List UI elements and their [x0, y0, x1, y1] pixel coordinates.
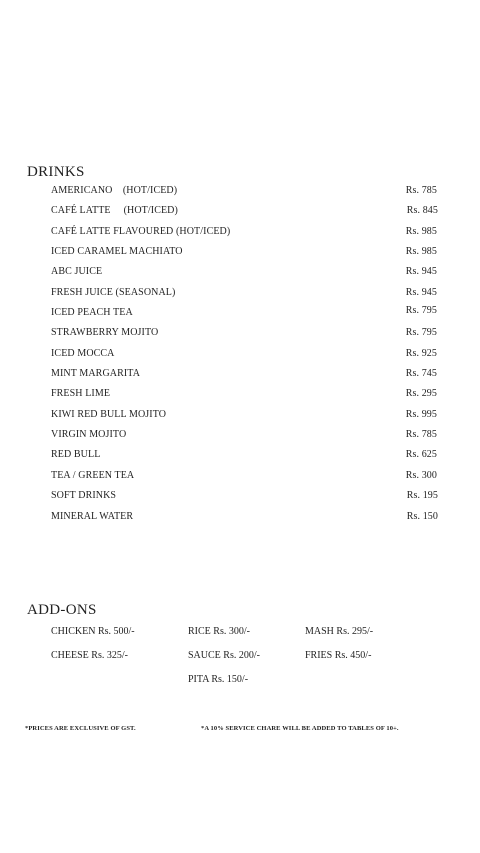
menu-item-price: Rs. 945 [405, 266, 437, 278]
menu-item [51, 327, 441, 347]
menu-item-name: MINT MARGARITA [51, 368, 141, 380]
addon-item: CHEESE Rs. 325/- [51, 650, 128, 661]
menu-item-price: Rs. 925 [405, 347, 437, 359]
menu-item-name: MINERAL WATER [51, 510, 134, 522]
menu-item-price: Rs. 795 [405, 305, 437, 317]
menu-item [51, 205, 441, 225]
menu-item-name: ICED CARAMEL MACHIATO [51, 246, 183, 258]
menu-item-price: Rs. 945 [405, 286, 437, 298]
menu-item-name: ICED PEACH TEA [51, 307, 133, 319]
menu-item-name: ICED MOCCA [51, 347, 115, 359]
menu-item-name: ABC JUICE [51, 266, 103, 278]
addon-item: CHICKEN Rs. 500/- [51, 626, 135, 637]
menu-item [51, 490, 441, 510]
menu-item-price: Rs. 795 [405, 327, 437, 339]
menu-item-price: Rs. 295 [405, 388, 437, 400]
menu-item-price: Rs. 195 [406, 490, 438, 502]
drinks-list [51, 185, 441, 531]
addon-item: SAUCE Rs. 200/- [188, 650, 260, 661]
drinks-section-title: DRINKS [27, 164, 85, 180]
menu-item [51, 470, 441, 490]
menu-item [51, 388, 441, 408]
menu-item [51, 307, 441, 327]
menu-item-name: FRESH LIME [51, 388, 111, 400]
addon-item: RICE Rs. 300/- [188, 626, 250, 637]
menu-item-name: CAFÉ LATTE FLAVOURED (HOT/ICED) [51, 225, 231, 237]
menu-item-price: Rs. 150 [406, 510, 438, 522]
addons-grid [51, 626, 411, 701]
menu-item [51, 429, 441, 449]
service-charge-footnote: *A 10% SERVICE CHARE WILL BE ADDED TO TABLES OF 10+. [201, 725, 399, 732]
menu-item-name: STRAWBERRY MOJITO [51, 327, 159, 339]
menu-item-name: KIWI RED BULL MOJITO [51, 408, 167, 420]
addons-section-title: ADD-ONS [27, 602, 97, 618]
addon-item: PITA Rs. 150/- [188, 674, 249, 685]
menu-item-name: TEA / GREEN TEA [51, 469, 135, 481]
addon-item: MASH Rs. 295/- [305, 626, 374, 637]
addon-item: FRIES Rs. 450/- [305, 650, 372, 661]
menu-item [51, 185, 441, 205]
menu-item-name: FRESH JUICE (SEASONAL) [51, 286, 176, 298]
menu-item [51, 368, 441, 388]
menu-item-name: AMERICANO (HOT/ICED) [51, 185, 178, 196]
menu-item-name: RED BULL [51, 449, 101, 461]
menu-item-price: Rs. 745 [405, 368, 437, 380]
menu-item-price: Rs. 985 [405, 225, 437, 237]
menu-item-name: VIRGIN MOJITO [51, 429, 127, 441]
menu-item-price: Rs. 300 [405, 469, 437, 481]
menu-item [51, 511, 441, 531]
menu-item [51, 409, 441, 429]
menu-item [51, 449, 441, 469]
menu-item [51, 246, 441, 266]
menu-item-price: Rs. 785 [405, 185, 437, 196]
menu-item-price: Rs. 785 [405, 429, 437, 441]
menu-item-price: Rs. 995 [405, 408, 437, 420]
menu-item-name: CAFÉ LATTE (HOT/ICED) [51, 205, 178, 217]
menu-item [51, 266, 441, 286]
menu-item [51, 226, 441, 246]
menu-item-price: Rs. 845 [406, 205, 438, 217]
menu-item-price: Rs. 985 [405, 246, 437, 258]
menu-item-price: Rs. 625 [405, 449, 437, 461]
menu-item-name: SOFT DRINKS [51, 490, 117, 502]
gst-footnote: *PRICES ARE EXCLUSIVE OF GST. [25, 725, 136, 732]
menu-item [51, 287, 441, 307]
menu-item [51, 348, 441, 368]
